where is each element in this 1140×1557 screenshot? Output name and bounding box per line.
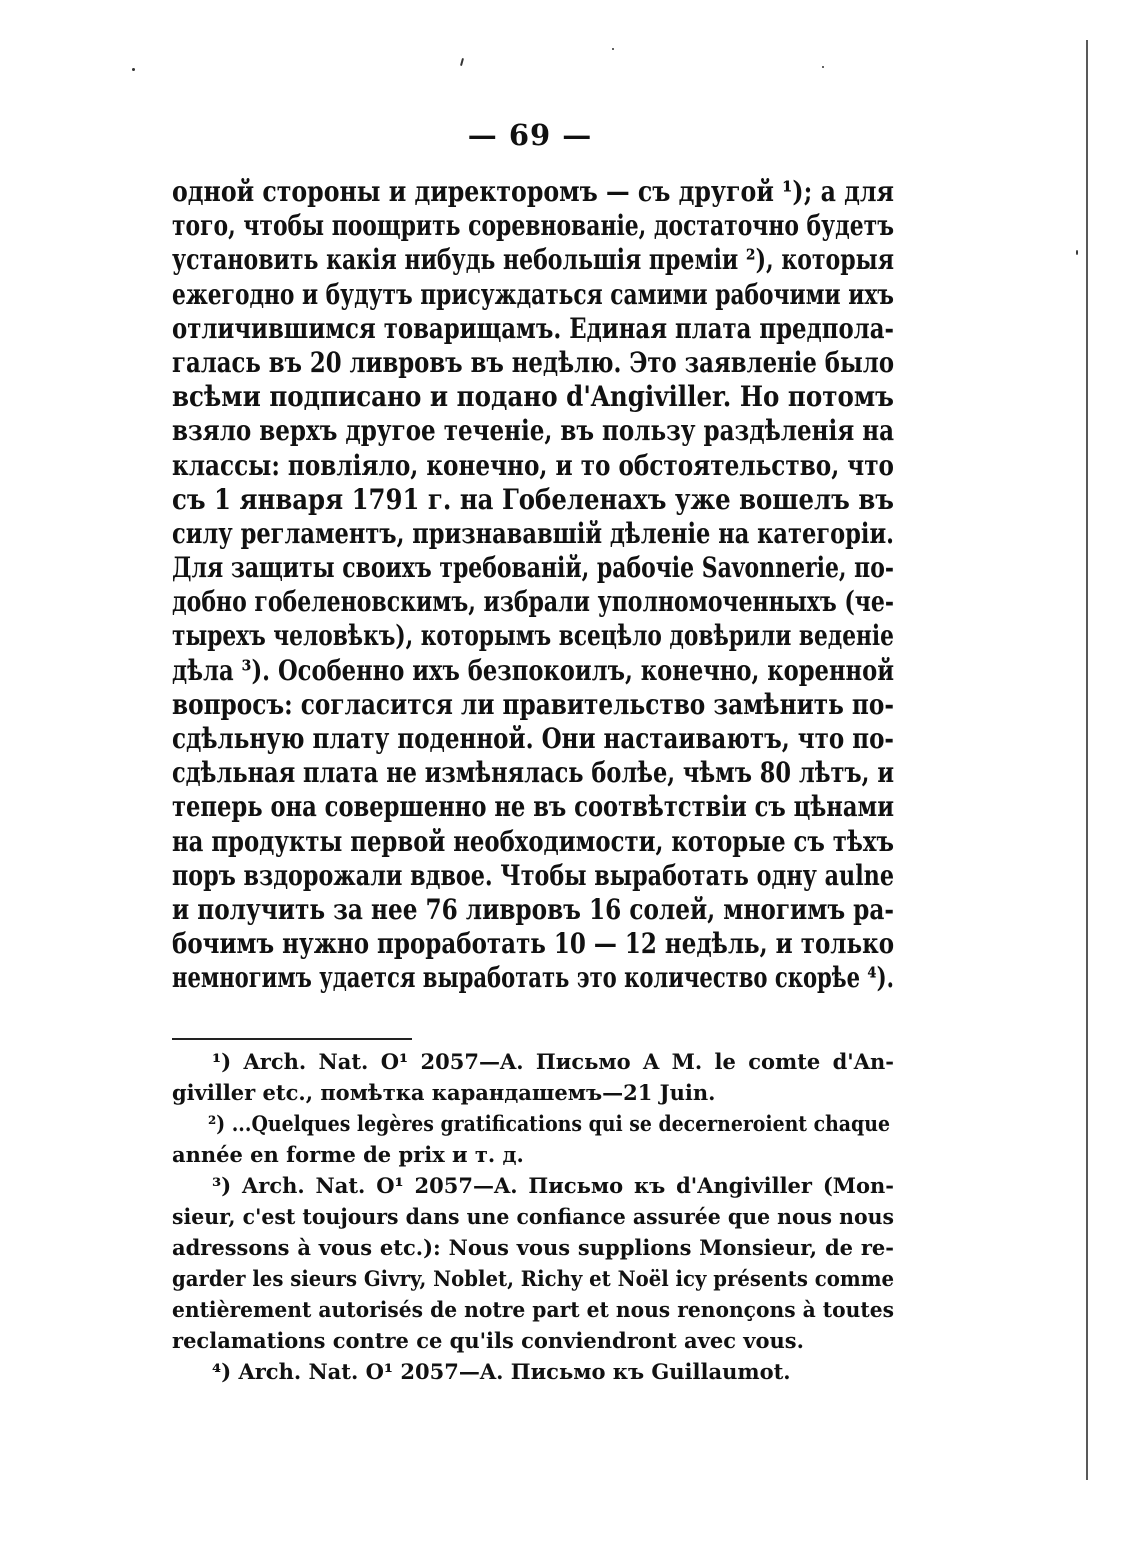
body-text bbox=[172, 175, 894, 996]
footnote-4 bbox=[172, 1356, 894, 1387]
page-edge-line bbox=[1086, 40, 1088, 1480]
footnote-line: ⁴) Arch. Nat. O¹ 2057—A. Письмо къ Guillaumot. bbox=[212, 1359, 791, 1384]
body-line: дѣла ³). Особенно ихъ безпокоилъ, конечно, коренной bbox=[172, 653, 895, 687]
body-line: сдѣльная плата не измѣнялась болѣе, чѣмъ 80 лѣтъ, и bbox=[172, 756, 895, 790]
body-line: и получить за нее 76 ливровъ 16 солей, многимъ ра- bbox=[172, 892, 895, 926]
body-line: добно гобеленовскимъ, избрали уполномоченныхъ (че- bbox=[172, 585, 895, 619]
scan-speck bbox=[460, 58, 464, 66]
body-line: одной стороны и директоромъ — съ другой ¹); а для bbox=[172, 175, 895, 208]
scan-speck bbox=[132, 68, 135, 71]
body-line: ежегодно и будутъ присуждаться самими рабочими ихъ bbox=[172, 277, 894, 311]
body-line: классы: повліяло, конечно, и то обстоятельство, что bbox=[172, 448, 894, 482]
scan-speck bbox=[822, 66, 824, 68]
body-line: на продукты первой необходимости, которые съ тѣхъ bbox=[172, 824, 894, 858]
footnote-2 bbox=[172, 1108, 894, 1170]
footnote-line: giviller etc., помѣтка карандашемъ—21 Juin. bbox=[172, 1080, 716, 1105]
footnote-line: sieur, c'est toujours dans une confiance assurée que nous nous bbox=[172, 1204, 895, 1229]
body-line: сдѣльную плату поденной. Они настаиваютъ, что по- bbox=[172, 722, 894, 755]
body-line: установить какія нибудь небольшія преміи ²), которыя bbox=[172, 243, 894, 277]
footnote-line: ²) ...Quelques legères gratifications qui se decerneroient chaque bbox=[207, 1111, 890, 1136]
body-line: галась въ 20 ливровъ въ недѣлю. Это заявленіе было bbox=[172, 345, 895, 379]
footnotes bbox=[172, 1046, 894, 1387]
footnote-line: garder les sieurs Givry, Noblet, Richy et Noël icy présents comme bbox=[172, 1266, 895, 1291]
footnote-line: reclamations contre ce qu'ils conviendront avec vous. bbox=[172, 1328, 804, 1353]
footnote-line: ³) Arch. Nat. O¹ 2057—A. Письмо къ d'Angiviller (Mon- bbox=[212, 1173, 894, 1198]
page-number: — 69 — bbox=[467, 118, 593, 152]
footnote-1 bbox=[172, 1046, 894, 1108]
footnote-3 bbox=[172, 1170, 894, 1356]
body-line: теперь она совершенно не въ соотвѣтствіи съ цѣнами bbox=[172, 790, 895, 824]
body-line: отличившимся товарищамъ. Единая плата предпола- bbox=[172, 311, 894, 345]
footnote-line: adressons à vous etc.): Nous vous supplions Monsieur, de re- bbox=[172, 1235, 894, 1260]
footnote-line: entièrement autorisés de notre part et nous renonçons à toutes bbox=[172, 1297, 894, 1322]
footnote-line: ¹) Arch. Nat. O¹ 2057—A. Письмо A M. le comte d'An- bbox=[212, 1049, 894, 1074]
scan-speck bbox=[1076, 250, 1078, 255]
body-line: того, чтобы поощрить соревнованіе, достаточно будетъ bbox=[172, 209, 894, 243]
scan-speck bbox=[612, 48, 614, 50]
body-line: Для защиты своихъ требованій, рабочіе Savonnerie, по- bbox=[172, 551, 894, 585]
body-line: немногимъ удается выработать это количество скорѣе ⁴). bbox=[172, 961, 895, 995]
body-line: бочимъ нужно проработать 10 — 12 недѣль, и только bbox=[172, 927, 895, 961]
body-line: вопросъ: согласится ли правительство замѣнить по- bbox=[172, 687, 894, 721]
footnote-line: année en forme de prix и т. д. bbox=[172, 1142, 524, 1167]
body-line: всѣми подписано и подано d'Angiviller. Но потомъ bbox=[172, 380, 895, 414]
body-line: силу регламентъ, признававшій дѣленіе на категоріи. bbox=[172, 516, 895, 550]
body-line: поръ вздорожали вдвое. Чтобы выработать одну aulne bbox=[172, 858, 895, 892]
footnote-separator bbox=[172, 1038, 412, 1040]
body-line: съ 1 января 1791 г. на Гобеленахъ уже вошелъ въ bbox=[172, 482, 895, 516]
body-line: взяло верхъ другое теченіе, въ пользу раздѣленія на bbox=[172, 414, 895, 448]
body-line: тырехъ человѣкъ), которымъ всецѣло довѣрили веденіе bbox=[172, 619, 894, 653]
